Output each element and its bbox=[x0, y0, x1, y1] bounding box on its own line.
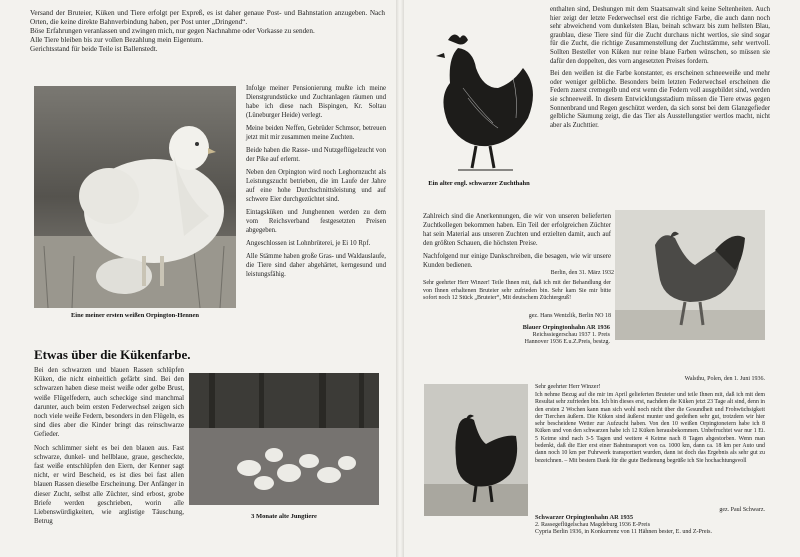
info-paragraph: Eintagsküken und Junghennen werden zu dem vom Reichsverband festgesetzten Preisen abgegeben. bbox=[246, 209, 386, 234]
caption-blue-rooster-award2: Hannover 1936 E.u.Z.Preis, bestzg. bbox=[524, 339, 610, 345]
color-paragraph: enthalten sind, Deshungen mit dem Staatsanwalt sind keine Seltenheiten. Auch hier zeigt der letzte Federwechsel erst die richtige Farbe, die auch dann noch sehr abweichend vom dunkelsten Blau, beinah schwarz bis zum hellsten Blau, graublau, diese Tiere sind für die Zucht durchaus nicht wertlos, sie sind sogar für die Zucht, die richtige Zusammenstellung der Zuchtstämme, sehr wertvoll. Sollten Besteller von Küken nur reine blaue Farben wünschen, so müssen sie dafür den doppelten, des vorn angesetzten Preises fordern. bbox=[550, 6, 770, 65]
heading-kuekenfarbe: Etwas über die Kükenfarbe. bbox=[34, 347, 191, 362]
letter2-signature: gez. Paul Schwarz. bbox=[719, 507, 765, 513]
kuekenfarbe-paragraph: Bei den schwarzen und blauen Rassen schlüpfen Küken, die nicht einheitlich gefärbt sind. Bei den schwarzen haben diese meist weiße oder gelbe Brust, weiße Flügelfedern, auch scheckige sind manchmal darunter, auch beim ersten Federwechsel zeigen sich noch viele weiße Federn, besonders in den Flügeln, es sind dies aber die Kinder bringt das reinschwarze Gefieder. bbox=[34, 367, 184, 439]
caption-white-hen: Eine meiner ersten weißen Orpington-Hennen bbox=[70, 312, 200, 319]
intro-paragraph: Nachfolgend nur einige Dankschreiben, die besagen, wie wir unsere Kunden bedienen. bbox=[423, 253, 611, 269]
photo-young-chickens bbox=[189, 373, 379, 505]
caption-black-rooster: Ein alter engl. schwarzer Zuchthahn bbox=[428, 180, 530, 187]
page-fold bbox=[396, 0, 404, 557]
letter2-place: Walsthu, Polen, den 1. Juni 1936. bbox=[684, 376, 765, 382]
letter1-text: Sehr geehrter Herr Winzer! Teile Ihnen mit, daß ich mit der Behandlung der von Ihnen erhaltenen Bruteier sehr zufrieden bin. Sehr kam Sie mir bitte sofort noch 12 Stück „Bruteier“, Mit deutschem Züchtergruß! bbox=[423, 280, 611, 301]
info-paragraph: Neben den Orpington wird noch Leghornzucht als Leistungszucht betrieben, die im Laufe der Jahre auf eine hohe Durchschnittsleistung und auf schwere Eier durchgezüchtet sind. bbox=[246, 169, 386, 203]
engraving-black-rooster bbox=[418, 28, 540, 176]
info-paragraph: Angeschlossen ist Lohnbrüterei, je Ei 10 Rpf. bbox=[246, 240, 371, 247]
caption-black-orpington-award1: 2. Rassegeflügelschau Magdeburg 1936 E-Preis bbox=[535, 522, 651, 528]
caption-black-orpington-award2: Cypria Berlin 1936, in Konkurrenz von 11 Hähnen bester, E. und Z-Preis. bbox=[535, 529, 712, 535]
intro-paragraph: Zahlreich sind die Anerkennungen, die wir von unseren belieferten Zuchtkollegen bekommen haben. Ein Teil der erfolgreichen Züchter hat sein Material aus unseren Zuchten und erzielten damit, auch auf den größten Schauen, die höchsten Preise. bbox=[423, 213, 611, 247]
shipping-terms bbox=[30, 9, 385, 54]
info-paragraph: Infolge meiner Pensionierung mußte ich meine Dienstgrundstücke und Zuchtanlagen räumen und habe ich diese nach Bispingen, Kr. Soltau (Lüneburger Heide) verlegt. bbox=[246, 85, 386, 119]
terms-line: Gerichtsstand für beide Teile ist Ballenstedt. bbox=[30, 45, 158, 53]
kuekenfarbe-paragraph: Noch schlimmer sieht es bei den blauen aus. Fast schwarze, dunkel- und hellblaue, graue, gescheckte, fast weiße entschlüpfen den Eiern, der Kenner sagt nicht, er wird Bescheid, es ist dies bei fast allen blauen Rassen dieselbe Erscheinung. Der Anfänger in dieser Zucht, selbst alle Züchter, sind erbost, grobe Briefe werden geschrieben, worin alle Liebenswürdigkeiten, wie arglistige Täuschung, Betrug bbox=[34, 444, 184, 526]
photo-white-hen bbox=[34, 86, 236, 308]
photo-black-rooster bbox=[424, 384, 528, 516]
terms-line: Alle Tiere bleiben bis zur vollen Bezahlung mein Eigentum. bbox=[30, 36, 204, 44]
letter2-greeting: Sehr geehrter Herr Winzer! bbox=[535, 384, 601, 390]
photo-blue-rooster bbox=[615, 210, 765, 340]
letter1-place: Berlin, den 31. März 1932 bbox=[550, 270, 614, 276]
right-top-text bbox=[550, 6, 770, 134]
color-paragraph: Bei den weißen ist die Farbe konstanter, es erscheinen schneeweiße und mehr oder weniger gelbliche. Besonders beim letzten Federwechsel erscheinen die Federn zuerst cremegelb und erst wenn die Federn voll ausgebildet sind, werden sie schneeweiß. In diesem Entwicklungsstadium müssen die Tiere etwas gegen Sonnenbrand und Regen geschützt werden, da sich sonst bei dem Glanzgefieder gelbliche Säumung zeigt, die das Tier als Ausstellungstier wertlos macht, nicht aber als Zuchttier. bbox=[550, 70, 770, 129]
kuekenfarbe-text bbox=[34, 366, 184, 530]
info-paragraph: Alle Stämme haben große Gras- und Waldauslaufe, die Tiere sind daher abgehärtet, kerngesund und leistungsfähig. bbox=[246, 253, 386, 278]
caption-blue-rooster: Blauer Orpingtonhahn AR 1936 bbox=[522, 324, 610, 331]
terms-line: Böse Erfahrungen veranlassen und zwingen mich, nur gegen Nachnahme oder Vorkasse zu senden. bbox=[30, 27, 315, 35]
caption-blue-rooster-award1: Reichssiegerschau 1937 1. Preis bbox=[532, 332, 610, 338]
terms-line: Versand der Bruteier, Küken und Tiere erfolgt per Expreß, es ist daher genaue Post- und Bahnstation anzugeben. Nach Orten, die keine direkte Bahnverbindung haben, per Post unter „Dringend“. bbox=[30, 9, 385, 26]
testimonials-intro bbox=[423, 212, 611, 274]
caption-young-chickens: 3 Monate alte Jungtiere bbox=[251, 513, 317, 520]
letter2-text: Ich nehme Bezug auf die mir im April gelieferten Bruteier und teile Ihnen mit, daß ich mit dem Resultat sehr zufrieden bin. Ich bin dieses erst, nachdem die Küken jetzt 23 Tage alt sind, denn in den ersten 2 Wochen kann man sich wohl noch nicht über die Gesundheit und Frohwüchsigkeit der Tierchen äußern. Die Küken sind äußerst munter und gedeihen sehr gut, trotzdem wir hier sehr bescheidene Wetter zur Aufzucht haben. Von den 10 weißen Orpingtoneiern habe ich 8 Küken und von den schwarzen habe ich 12 Küken herausbekommen. Unbefruchtet war nur 1 Ei. 5 Keime sind nach 3-5 Tagen und weitere 4 Keime nach 8 Tagen abgestorben. Wenn man bedenkt, daß die Eier erst einer Bahntransport von ca. 1000 km, dann ca. 18 km per Auto und dann noch 10 km per Fuhrwerk transportiert wurden, dann ist doch das Ergebnis als sehr gut zu bezeichnen. – Mit bestem Dank für die gute Bedienung begrüße ich Sie hochachtungsvoll bbox=[535, 392, 765, 464]
info-paragraph: Meine beiden Neffen, Gebrüder Schmsor, betreuen jetzt mit mir zusammen meine Zuchten. bbox=[246, 125, 386, 141]
breeding-info-column bbox=[246, 84, 386, 283]
letter1-signature: gez. Hans Wentzlik, Berlin NO 18 bbox=[528, 313, 611, 319]
caption-black-orpington: Schwarzer Orpingtonhahn AR 1935 bbox=[535, 514, 634, 521]
info-paragraph: Beide haben die Rasse- und Nutzgeflügelzucht von der Pike auf erlernt. bbox=[246, 147, 386, 163]
